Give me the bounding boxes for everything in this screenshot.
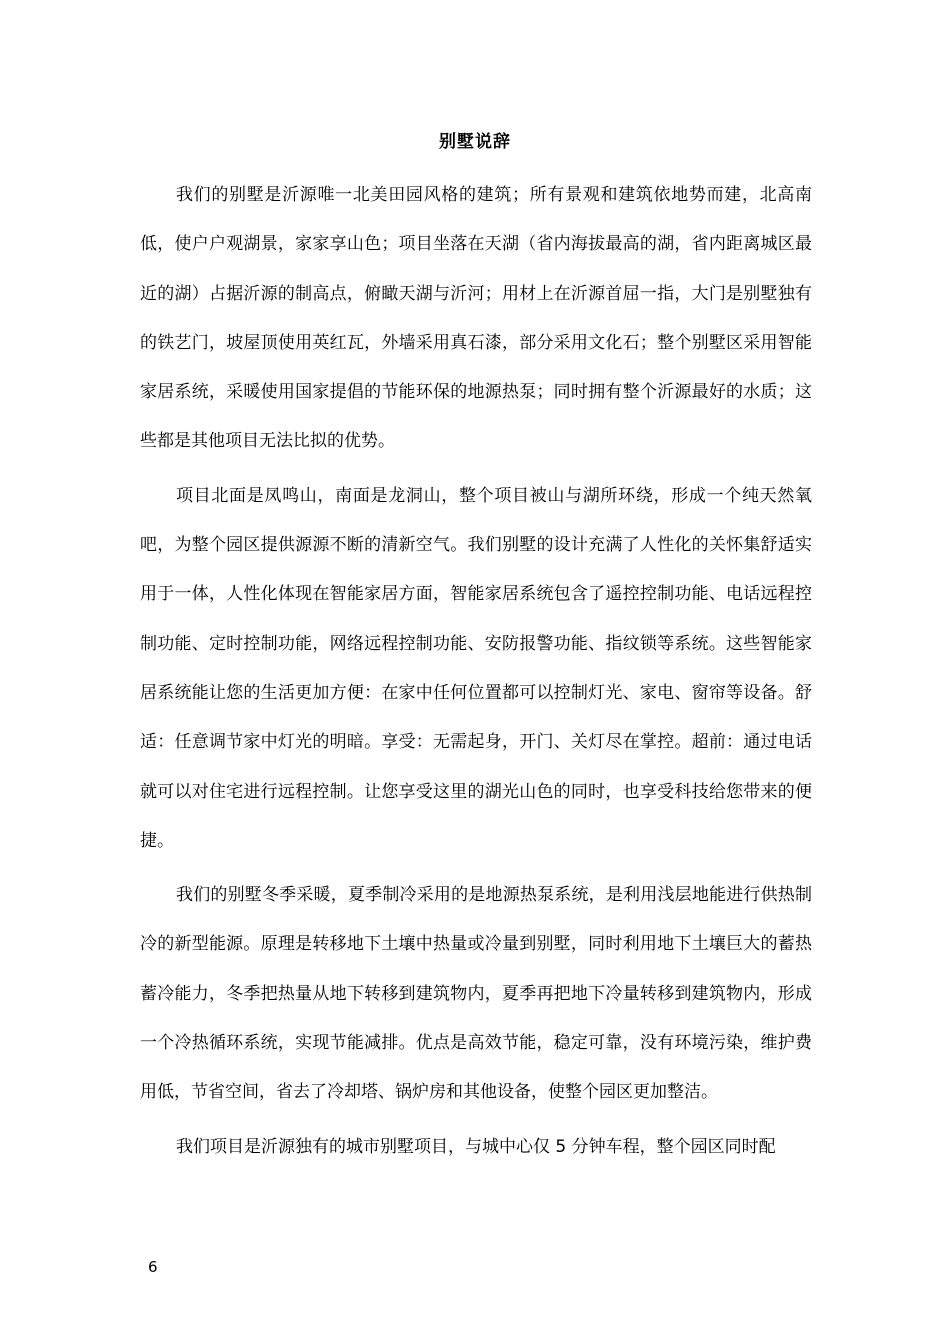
page-number: 6: [148, 1258, 158, 1276]
paragraph-4: 我们项目是沂源独有的城市别墅项目，与城中心仅 5 分钟车程，整个园区同时配: [176, 1136, 776, 1157]
paragraph-2: 项目北面是凤鸣山，南面是龙洞山，整个项目被山与湖所环绕，形成一个纯天然氧吧，为整个园区提供源源不断的清新空气。我们别墅的设计充满了人性化的关怀集舒适实用于一体，人性化体现在智能家居方面，智能家居系统包含了遥控控制功能、电话远程控制功能、定时控制功能，网络远程控制功能、安防报警功能、指纹锁等系统。这些智能家居系统能让您的生活更加方便：在家中任何位置都可以控制灯光、家电、窗帘等设备。舒适：任意调节家中灯光的明暗。享受：无需起身，开门、关灯尽在掌控。超前：通过电话就可以对住宅进行远程控制。让您享受这里的湖光山色的同时，也享受科技给您带来的便捷。: [140, 485, 812, 851]
document-title: 别墅说辞: [439, 132, 511, 152]
paragraph-3: 我们的别墅冬季采暖，夏季制冷采用的是地源热泵系统，是利用浅层地能进行供热制冷的新型能源。原理是转移地下土壤中热量或冷量到别墅，同时利用地下土壤巨大的蓄热蓄冷能力，冬季把热量从地下转移到建筑物内，夏季再把地下冷量转移到建筑物内，形成一个冷热循环系统，实现节能减排。优点是高效节能，稳定可靠，没有环境污染，维护费用低，节省空间，省去了冷却塔、锅炉房和其他设备，使整个园区更加整洁。: [140, 885, 812, 1103]
paragraph-1: 我们的别墅是沂源唯一北美田园风格的建筑；所有景观和建筑依地势而建，北高南低，使户户观湖景，家家享山色；项目坐落在天湖（省内海拔最高的湖，省内距离城区最近的湖）占据沂源的制高点，俯瞰天湖与沂河；用材上在沂源首屈一指，大门是别墅独有的铁艺门，坡屋顶使用英红瓦，外墙采用真石漆，部分采用文化石；整个别墅区采用智能家居系统，采暖使用国家提倡的节能环保的地源热泵；同时拥有整个沂源最好的水质；这些都是其他项目无法比拟的优势。: [140, 185, 812, 452]
document-body: [140, 171, 812, 1177]
